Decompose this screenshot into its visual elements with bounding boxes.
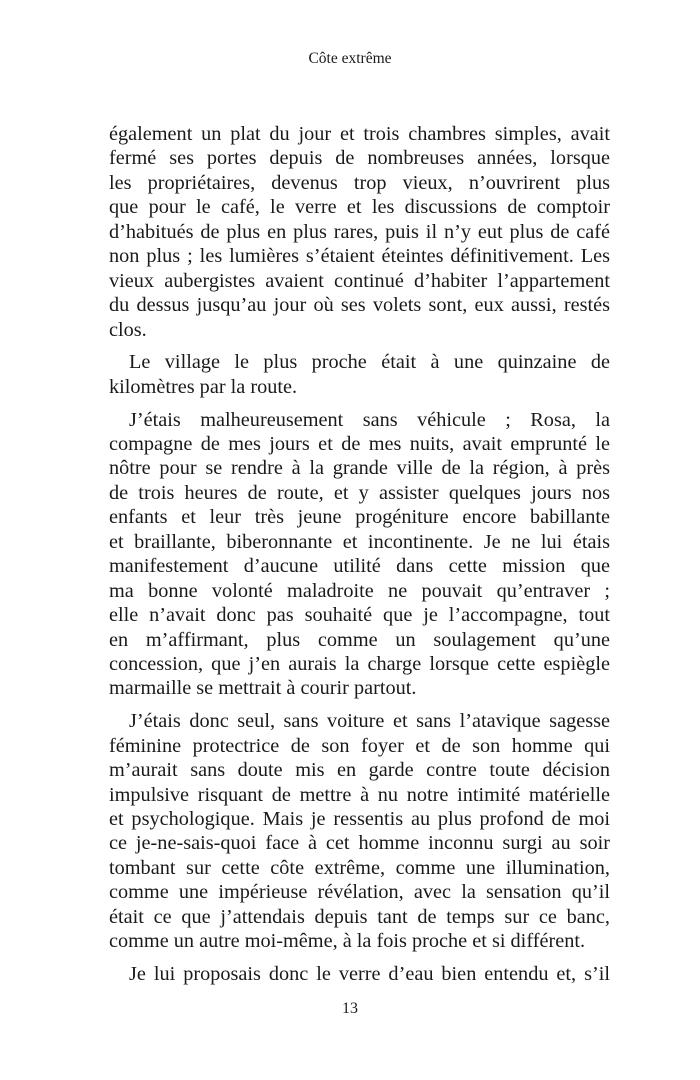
text-line: comme une impérieuse révélation, avec la sensation qu’il	[109, 881, 610, 904]
text-line: concession, que j’en aurais la charge lorsque cette espiègle	[109, 652, 610, 675]
text-line: J’étais malheureusement sans véhicule ; Rosa, la	[129, 408, 610, 431]
text-line: ce je-ne-sais-quoi face à cet homme inconnu surgi au soir	[109, 832, 610, 855]
body-text	[109, 122, 610, 995]
text-line: d’habitués de plus en plus rares, puis il n’y eut plus de café	[109, 220, 610, 243]
text-line: en m’affirmant, plus comme un soulagement qu’une	[109, 628, 610, 651]
text-line: J’étais donc seul, sans voiture et sans l’atavique sagesse	[129, 710, 610, 733]
paragraph	[109, 350, 610, 399]
paragraph	[109, 122, 610, 342]
text-line: enfants et leur très jeune progéniture encore babillante	[109, 506, 610, 529]
running-head: Côte extrême	[308, 50, 392, 67]
text-line: Je lui proposais donc le verre d’eau bien entendu et, s’il	[129, 963, 610, 985]
text-line: elle n’avait donc pas souhaité que je l’accompagne, tout	[109, 604, 610, 627]
text-line: non plus ; les lumières s’étaient éteintes définitivement. Les	[109, 245, 610, 268]
text-line: vieux aubergistes avaient continué d’habiter l’appartement	[109, 269, 610, 292]
text-line: de trois heures de route, et y assister quelques jours nos	[109, 481, 610, 504]
paragraph	[109, 408, 610, 701]
text-line: fermé ses portes depuis de nombreuses années, lorsque	[109, 147, 610, 170]
text-line: et psychologique. Mais je ressentis au plus profond de moi	[109, 807, 610, 830]
text-line: manifestement d’aucune utilité dans cette mission que	[109, 555, 610, 578]
text-line: clos.	[109, 318, 147, 341]
text-line: tombant sur cette côte extrême, comme une illumination,	[109, 856, 610, 879]
paragraph	[109, 962, 610, 986]
text-line: du dessus jusqu’au jour où ses volets sont, eux aussi, restés	[109, 294, 610, 317]
text-line: les propriétaires, devenus trop vieux, n’ouvrirent plus	[109, 171, 610, 194]
text-line: que pour le café, le verre et les discussions de comptoir	[109, 196, 610, 219]
text-line: également un plat du jour et trois chambres simples, avait	[109, 123, 610, 145]
text-line: Le village le plus proche était à une quinzaine de	[129, 351, 610, 374]
text-line: m’aurait sans doute mis en garde contre toute décision	[109, 759, 610, 782]
text-line: était ce que j’attendais depuis tant de temps sur ce banc,	[109, 905, 610, 928]
page-number: 13	[342, 1000, 358, 1017]
paragraph	[109, 709, 610, 953]
text-line: compagne de mes jours et de mes nuits, avait emprunté le	[109, 433, 610, 456]
text-line: impulsive risquant de mettre à nu notre intimité matérielle	[109, 783, 610, 806]
text-line: marmaille se mettrait à courir partout.	[109, 677, 417, 700]
text-line: kilomètres par la route.	[109, 375, 298, 398]
text-line: féminine protectrice de son foyer et de son homme qui	[109, 734, 610, 757]
text-line: comme un autre moi-même, à la fois proche et si différent.	[109, 930, 586, 953]
text-line: et braillante, biberonnante et incontinente. Je ne lui étais	[109, 530, 610, 553]
text-line: ma bonne volonté maladroite ne pouvait qu’entraver ;	[109, 579, 610, 602]
text-line: nôtre pour se rendre à la grande ville de la région, à près	[109, 457, 610, 480]
